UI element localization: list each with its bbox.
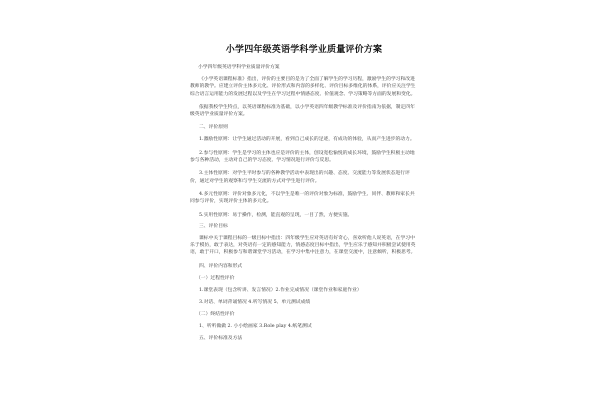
- intro-paragraph-1: 《小学英语课程标准》指出，评价的主要目的是为了全面了解学生的学习历程，激励学生的学习和改进教师的教学。应建立评价主体多元化、评价形式和内容的多样化、评价目标多维化的体系，评价应关注学生综合语言运用能力的发展过程以及学生在学习过程中情感态度、价值观念、学习策略等方面的发展和变化。: [190, 77, 416, 97]
- summative-evaluation-line: 1、听听做做 2. 小小绘画家 3.Role play 4.纸笔测试: [199, 323, 312, 329]
- process-evaluation-line-1: 1.课堂表现（包含听讲、发言情况）2.作业完成情况（课堂作业和家庭作业）: [199, 287, 362, 293]
- document-subtitle: 小学四年级英语学科学业质量评价方案: [198, 65, 280, 70]
- goals-paragraph: 课标中关于课程目标的一级目标中指出：四年级学生应对英语有好奇心，喜欢听他人说英语，在学习中乐于模仿，敢于表达，对英语有一定的感知能力，情感态度目标中指出，学生应乐于感知并积极尝试使用英语，敢于开口，积极参与和谐课堂学习活动，在学习中集中注意力，在课堂交流中，注意倾听，积极思考。: [190, 235, 416, 256]
- process-evaluation-heading: （一）过程性评价: [196, 275, 235, 281]
- process-evaluation-line-2: 3.对话、单词背诵情况 4.听写情况 5、单元测试成绩: [199, 299, 311, 305]
- principle-4: 4.多元性原则：评价对象多元化，不以学生是唯一的评价对象为标准，鼓励学生、同伴、教师和家长共同参与评价，实现评价主体的多元化。: [190, 191, 415, 205]
- section-heading-principles: 二、评价原则: [199, 125, 228, 131]
- intro-paragraph-2: 依据我校学生特点，以英语课程标准为基础，以小学英语四年级教学标准及评价指南为依据，制定四年级英语学业质量评价方案。: [190, 104, 415, 118]
- section-heading-content: 四、评价内容和形式: [199, 263, 243, 269]
- section-heading-standards: 五、评价标准及方法: [199, 335, 243, 341]
- principle-1: 1.激励性原则：让学生通过活动的开展，看到自己成长的足迹，有成功的体验，从而产生进步的动力。: [199, 137, 415, 143]
- section-heading-goals: 三、评价目标: [199, 223, 228, 229]
- summative-evaluation-heading: （二）终结性评价: [196, 311, 235, 317]
- principle-2: 2.参与性原则：学生是学习的主体也应是评价的主体，创设宽松愉悦的成长环境，鼓励学生积极主动地参与各种活动，主动对自己的学习态度、学习情况进行评价与反思。: [190, 150, 415, 164]
- principle-5: 5.实用性原则：易于操作，检测，能直观的呈现，一目了然，方便实施。: [199, 212, 353, 218]
- document-content: [190, 42, 418, 347]
- document-title: 小学四年级英语学科学业质量评价方案: [225, 45, 383, 55]
- principle-3: 3.主体性原则：对学生平时参与的各种教学活动中表现出的兴趣、态度、交流能力等发展状态进行评价，通过对学生的观察和与学生交流的方式对学生进行评价。: [190, 171, 410, 184]
